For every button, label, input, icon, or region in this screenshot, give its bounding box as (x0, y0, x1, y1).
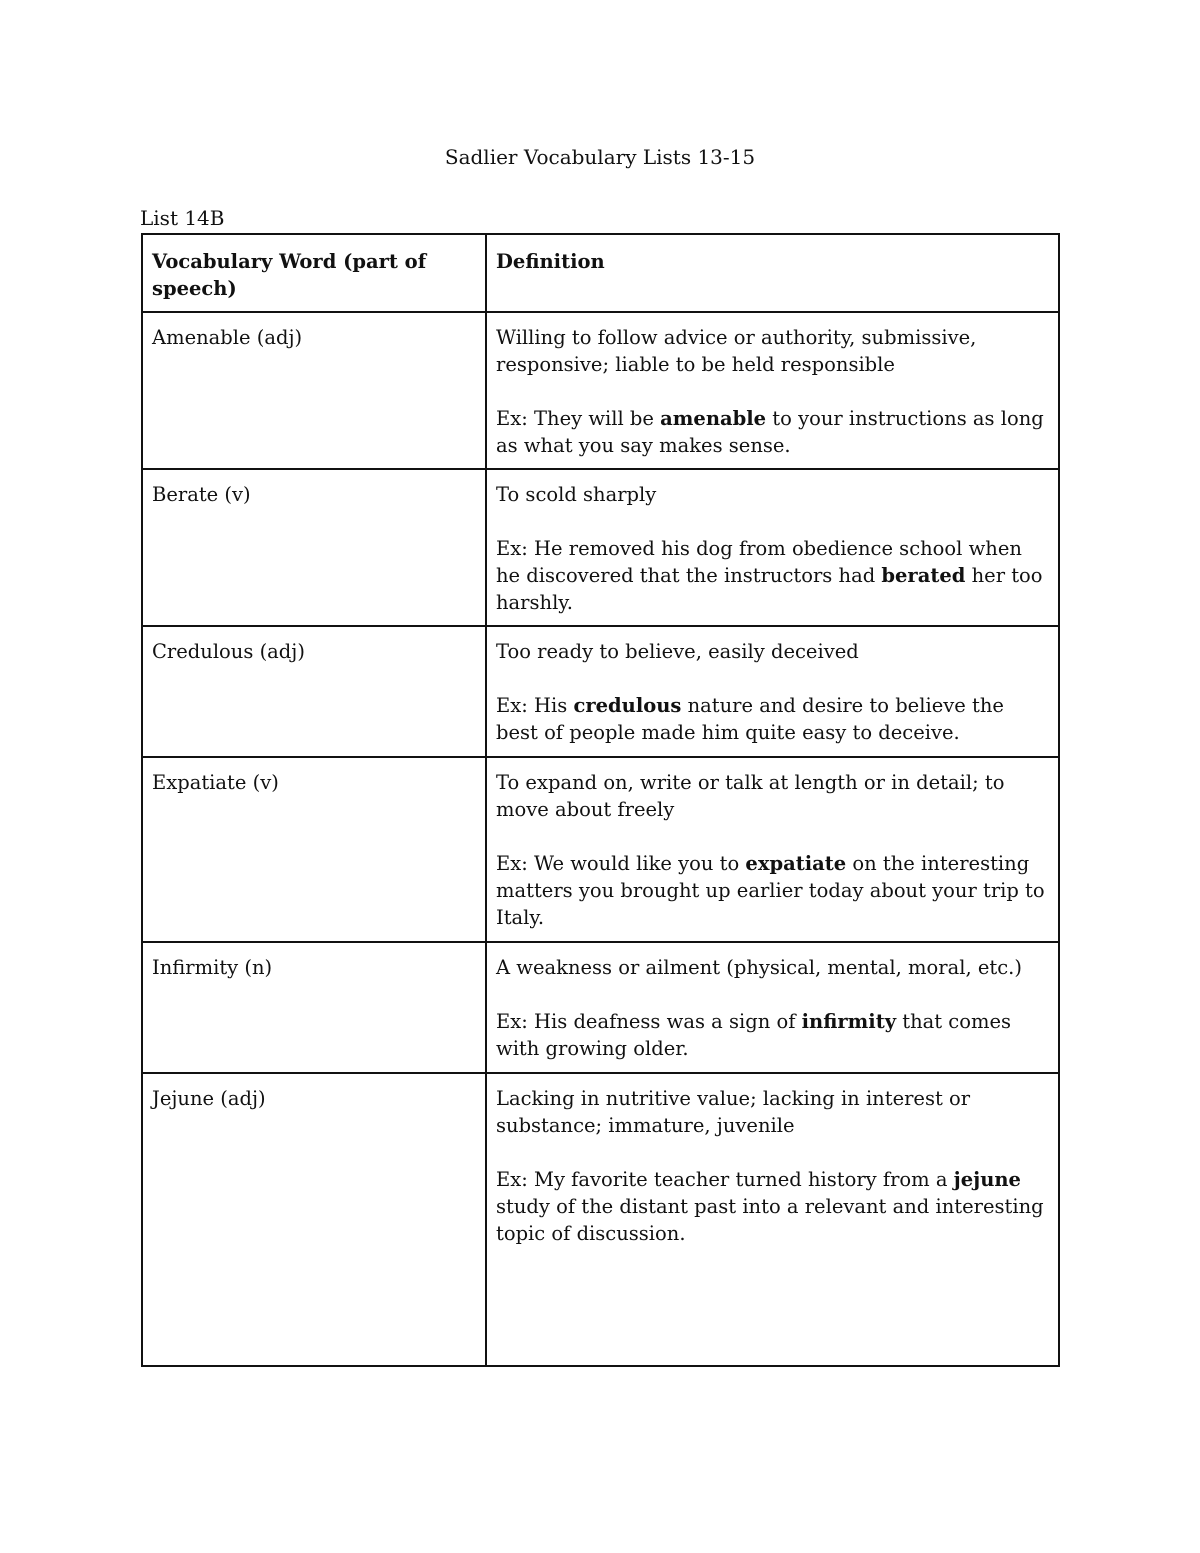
definition-cell (486, 942, 1059, 1073)
definition-text: Too ready to believe, easily deceived (496, 640, 859, 663)
word-cell: Credulous (adj) (142, 626, 486, 757)
vocabulary-table (141, 233, 1060, 1367)
definition-text: Willing to follow advice or authority, submissive, responsive; liable to be held responsible (496, 326, 977, 376)
word-cell: Jejune (adj) (142, 1073, 486, 1366)
example-sentence (496, 405, 1049, 459)
word-cell: Berate (v) (142, 469, 486, 626)
example-before: Ex: His (496, 694, 574, 717)
definition-text: To expand on, write or talk at length or in detail; to move about freely (496, 771, 1005, 821)
definition-cell (486, 757, 1059, 942)
example-before: Ex: My favorite teacher turned history from a (496, 1168, 954, 1191)
definition-cell (486, 312, 1059, 469)
table-row (142, 626, 1059, 757)
example-sentence (496, 1008, 1049, 1062)
example-sentence (496, 1166, 1049, 1247)
definition-cell (486, 1073, 1059, 1366)
example-word: berated (881, 564, 966, 587)
example-word: amenable (660, 407, 767, 430)
header-definition: Definition (486, 234, 1059, 312)
definition-text: To scold sharply (496, 483, 657, 506)
table-row (142, 469, 1059, 626)
example-after: study of the distant past into a relevant and interesting topic of discussion. (496, 1195, 1044, 1245)
example-after: to your instructions as long as what you say makes sense. (496, 407, 1044, 457)
definition-cell (486, 469, 1059, 626)
example-sentence (496, 850, 1049, 931)
example-before: Ex: He removed his dog from obedience school when he discovered that the instructors had (496, 537, 1022, 587)
definition-text: Lacking in nutritive value; lacking in interest or substance; immature, juvenile (496, 1087, 971, 1137)
example-word: infirmity (801, 1010, 897, 1033)
table-header-row (142, 234, 1059, 312)
header-vocabulary-word: Vocabulary Word (part of speech) (142, 234, 486, 312)
list-label: List 14B (140, 206, 225, 230)
word-cell: Infirmity (n) (142, 942, 486, 1073)
example-before: Ex: His deafness was a sign of (496, 1010, 802, 1033)
example-word: expatiate (745, 852, 847, 875)
example-after: on the interesting matters you brought up earlier today about your trip to Italy. (496, 852, 1045, 929)
table-row (142, 1073, 1059, 1366)
example-sentence (496, 692, 1049, 746)
example-word: jejune (953, 1168, 1021, 1191)
example-word: credulous (573, 694, 682, 717)
example-after: nature and desire to believe the best of people made him quite easy to deceive. (496, 694, 1004, 744)
word-cell: Expatiate (v) (142, 757, 486, 942)
table-row (142, 757, 1059, 942)
definition-text: A weakness or ailment (physical, mental, moral, etc.) (496, 956, 1022, 979)
definition-cell (486, 626, 1059, 757)
example-before: Ex: We would like you to (496, 852, 746, 875)
example-before: Ex: They will be (496, 407, 661, 430)
document-title: Sadlier Vocabulary Lists 13-15 (444, 145, 756, 169)
example-after: her too harshly. (496, 564, 1043, 614)
example-after: that comes with growing older. (496, 1010, 1011, 1060)
example-sentence (496, 535, 1049, 616)
table-row (142, 312, 1059, 469)
table-row (142, 942, 1059, 1073)
word-cell: Amenable (adj) (142, 312, 486, 469)
